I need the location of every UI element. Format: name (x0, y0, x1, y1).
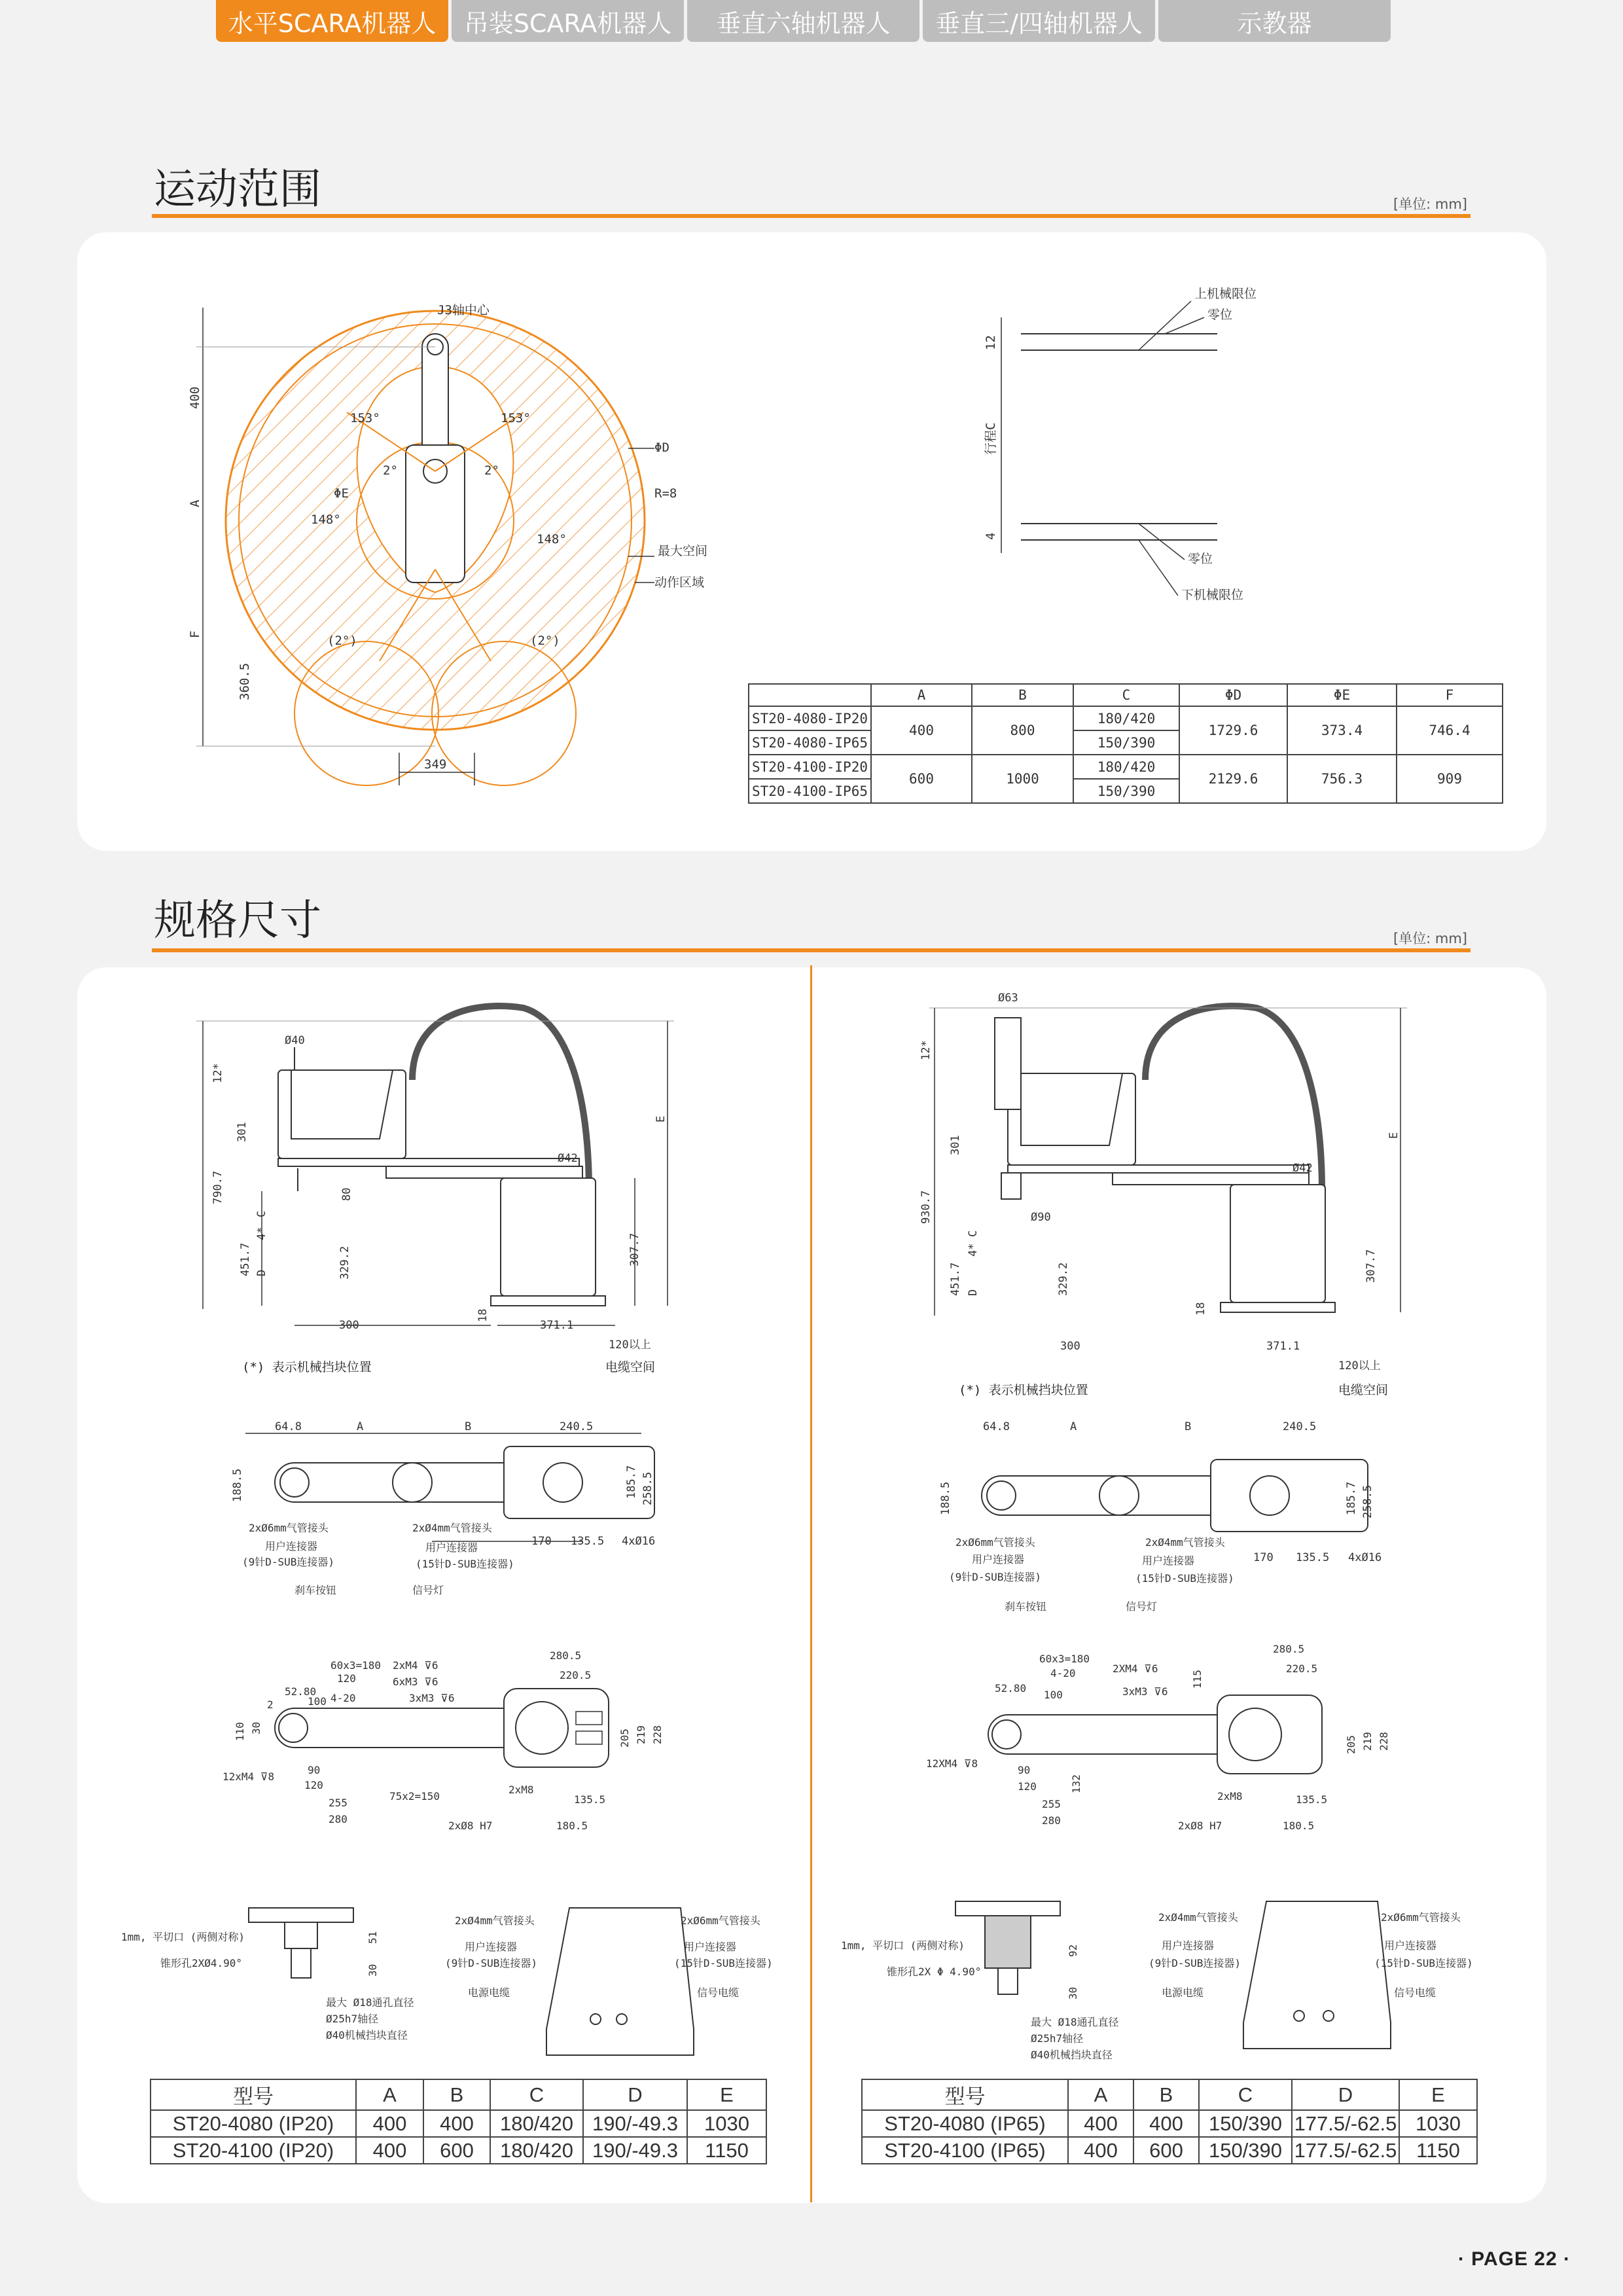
svg-text:B: B (465, 1420, 472, 1433)
svg-text:64.8: 64.8 (275, 1420, 302, 1433)
tab-ceiling-scara[interactable]: 吊装SCARA机器人 (452, 0, 684, 42)
svg-text:零位: 零位 (1188, 552, 1213, 566)
svg-text:300: 300 (339, 1319, 359, 1332)
svg-text:1mm, 平切口 (两侧对称): 1mm, 平切口 (两侧对称) (841, 1939, 965, 1952)
svg-text:240.5: 240.5 (1283, 1420, 1317, 1433)
svg-text:最大 Ø18通孔直径: 最大 Ø18通孔直径 (1031, 2016, 1119, 2028)
svg-text:349: 349 (424, 757, 447, 772)
stroke-diagram (975, 278, 1289, 619)
svg-text:280.5: 280.5 (550, 1649, 582, 1662)
spec-dimension-divider (152, 948, 1471, 952)
svg-text:371.1: 371.1 (1266, 1340, 1300, 1353)
svg-text:2xØ4mm气管接头: 2xØ4mm气管接头 (1145, 1536, 1225, 1549)
svg-text:100: 100 (1044, 1689, 1063, 1701)
svg-text:A: A (357, 1420, 364, 1433)
svg-text:307.7: 307.7 (1364, 1249, 1378, 1283)
svg-text:307.7: 307.7 (628, 1232, 641, 1266)
motion-area-label: 动作区域 (654, 575, 705, 590)
column-divider (810, 965, 812, 2202)
svg-text:F: F (188, 630, 202, 638)
svg-text:信号电缆: 信号电缆 (697, 1986, 740, 1999)
motion-range-unit: [单位: mm] (1393, 196, 1467, 212)
svg-text:用户连接器: 用户连接器 (1162, 1939, 1215, 1952)
svg-text:30: 30 (366, 1964, 379, 1977)
svg-text:115: 115 (1191, 1670, 1204, 1689)
table-row: ST20-4100-IP20 600 1000 180/420 2129.6 756.3 909 (749, 755, 1503, 779)
svg-text:100: 100 (308, 1695, 327, 1708)
spec-drawing-ip65 (831, 982, 1518, 2081)
tab-horizontal-scara[interactable]: 水平SCARA机器人 (216, 0, 448, 42)
svg-text:110: 110 (234, 1722, 246, 1741)
svg-text:用户连接器: 用户连接器 (1142, 1554, 1195, 1567)
svg-text:3xM3 ⊽6: 3xM3 ⊽6 (409, 1692, 455, 1704)
svg-text:18: 18 (1194, 1302, 1207, 1316)
svg-text:4xØ16: 4xØ16 (622, 1535, 656, 1548)
svg-text:329.2: 329.2 (1057, 1262, 1070, 1296)
svg-text:2°: 2° (383, 463, 398, 478)
spec-dimension-title: 规格尺寸 (154, 897, 321, 945)
svg-text:2xØ4mm气管接头: 2xØ4mm气管接头 (412, 1522, 492, 1534)
svg-text:120: 120 (337, 1672, 356, 1685)
svg-text:2xØ4mm气管接头: 2xØ4mm气管接头 (1158, 1911, 1238, 1924)
svg-text:132: 132 (1070, 1774, 1082, 1793)
model-table-ip65: 型号 A B C D E ST20-4080 (IP65) 400 400 150/390 177.5/-62.5 1030 ST20-4100 (IP65) 400 600 150/390 177.5/-62.5 1150 (861, 2079, 1478, 2164)
svg-text:51: 51 (366, 1931, 379, 1944)
svg-text:B: B (1185, 1420, 1192, 1433)
svg-text:4-20: 4-20 (330, 1692, 356, 1704)
svg-text:3xM3 ⊽6: 3xM3 ⊽6 (1122, 1685, 1168, 1698)
svg-text:185.7: 185.7 (1345, 1481, 1358, 1515)
svg-text:6xM3 ⊽6: 6xM3 ⊽6 (393, 1676, 438, 1688)
table-row: ST20-4100 (IP65) 400 600 150/390 177.5/-62.5 1150 (862, 2137, 1477, 2164)
svg-text:Ø40: Ø40 (285, 1034, 305, 1047)
svg-text:电缆空间: 电缆空间 (1338, 1383, 1389, 1397)
motion-range-table: A B C ΦD ΦE F ST20-4080-IP20 400 800 180/420 1729.6 373.4 746.4 ST20-4080-IP65 150/390 ST20-4100-IP20 600 1000 180/420 2129.6 756.3 909 ST20-4100-IP65 150/390 (748, 683, 1503, 804)
upper-limit-label: 上机械限位 (1194, 287, 1257, 301)
svg-text:2xØ6mm气管接头: 2xØ6mm气管接头 (249, 1522, 329, 1534)
svg-text:Ø25h7轴径: Ø25h7轴径 (326, 2013, 379, 2025)
j3-center-label: J3轴中心 (437, 303, 490, 317)
svg-text:电缆空间: 电缆空间 (605, 1360, 656, 1374)
svg-text:120以上: 120以上 (1338, 1359, 1381, 1372)
svg-text:(9针D-SUB连接器): (9针D-SUB连接器) (242, 1556, 335, 1568)
svg-text:228: 228 (1378, 1732, 1390, 1751)
svg-text:Ø25h7轴径: Ø25h7轴径 (1031, 2032, 1084, 2045)
svg-text:用户连接器: 用户连接器 (1384, 1939, 1437, 1952)
svg-text:用户连接器: 用户连接器 (684, 1941, 737, 1953)
svg-text:2xØ4mm气管接头: 2xØ4mm气管接头 (455, 1914, 535, 1927)
svg-text:371.1: 371.1 (540, 1319, 574, 1332)
svg-text:60x3=180: 60x3=180 (330, 1659, 382, 1672)
svg-text:Ø63: Ø63 (998, 992, 1018, 1005)
max-space-label: 最大空间 (658, 544, 708, 558)
svg-text:D: D (967, 1289, 980, 1296)
svg-text:52.80: 52.80 (995, 1682, 1027, 1695)
svg-text:92: 92 (1067, 1944, 1079, 1957)
svg-text:360.5: 360.5 (238, 662, 252, 700)
svg-text:188.5: 188.5 (231, 1468, 244, 1502)
svg-text:400: 400 (188, 386, 202, 409)
svg-text:255: 255 (329, 1797, 348, 1809)
svg-text:220.5: 220.5 (560, 1669, 592, 1681)
svg-text:1mm, 平切口 (两侧对称): 1mm, 平切口 (两侧对称) (121, 1931, 245, 1943)
top-view-ip65 (982, 1460, 1368, 1532)
svg-text:301: 301 (236, 1122, 249, 1142)
motion-range-divider (152, 214, 1471, 218)
svg-text:300: 300 (1060, 1340, 1080, 1353)
svg-text:(15针D-SUB连接器): (15针D-SUB连接器) (674, 1957, 773, 1969)
svg-text:12*: 12* (211, 1063, 224, 1083)
svg-text:153°: 153° (350, 411, 380, 425)
svg-text:451.7: 451.7 (949, 1262, 962, 1296)
svg-text:219: 219 (635, 1725, 647, 1744)
svg-text:188.5: 188.5 (939, 1481, 952, 1515)
svg-text:2xØ8 H7: 2xØ8 H7 (1178, 1820, 1222, 1832)
svg-text:4*: 4* (967, 1243, 980, 1257)
table-row: ST20-4100-IP65 150/390 (749, 779, 1503, 803)
shaft-detail-view (249, 1908, 694, 2055)
svg-text:用户连接器: 用户连接器 (265, 1540, 318, 1552)
svg-text:2xM4 ⊽6: 2xM4 ⊽6 (393, 1659, 438, 1672)
tab-six-axis[interactable]: 垂直六轴机器人 (687, 0, 919, 42)
svg-text:75x2=150: 75x2=150 (389, 1790, 440, 1803)
svg-text:18: 18 (476, 1308, 490, 1322)
svg-text:170: 170 (1253, 1551, 1274, 1564)
svg-text:(9针D-SUB连接器): (9针D-SUB连接器) (949, 1571, 1042, 1583)
svg-text:锥形孔2X Φ 4.90°: 锥形孔2X Φ 4.90° (887, 1965, 982, 1978)
table-row: ST20-4080-IP20 400 800 180/420 1729.6 373.4 746.4 (749, 706, 1503, 730)
svg-text:12xM4 ⊽8: 12xM4 ⊽8 (223, 1770, 275, 1783)
svg-text:170: 170 (531, 1535, 552, 1548)
svg-text:30: 30 (1067, 1986, 1079, 2000)
svg-text:329.2: 329.2 (338, 1246, 351, 1280)
svg-text:用户连接器: 用户连接器 (972, 1553, 1025, 1566)
svg-text:12: 12 (984, 335, 998, 350)
svg-text:12XM4 ⊽8: 12XM4 ⊽8 (926, 1757, 978, 1770)
svg-text:锥形孔2XØ4.90°: 锥形孔2XØ4.90° (160, 1957, 243, 1969)
svg-text:信号灯: 信号灯 (1126, 1600, 1158, 1613)
svg-text:A: A (1070, 1420, 1077, 1433)
svg-text:(9针D-SUB连接器): (9针D-SUB连接器) (445, 1957, 538, 1969)
svg-text:行程C: 行程C (984, 422, 998, 455)
svg-text:30: 30 (250, 1721, 262, 1734)
svg-text:2°: 2° (484, 463, 499, 478)
svg-text:(15针D-SUB连接器): (15针D-SUB连接器) (1135, 1572, 1234, 1585)
svg-text:255: 255 (1042, 1798, 1061, 1810)
svg-text:205: 205 (618, 1729, 631, 1748)
side-view-ip65 (929, 1006, 1407, 1316)
table-row: ST20-4080 (IP65) 400 400 150/390 177.5/-62.5 1030 (862, 2110, 1477, 2137)
svg-text:135.5: 135.5 (1296, 1551, 1330, 1564)
table-row: ST20-4100 (IP20) 400 600 180/420 190/-49.3 1150 (151, 2137, 766, 2164)
svg-text:(*) 表示机械挡块位置: (*) 表示机械挡块位置 (959, 1383, 1088, 1397)
spec-drawing-ip20 (118, 982, 798, 2081)
svg-text:80: 80 (340, 1187, 353, 1201)
svg-text:(*) 表示机械挡块位置: (*) 表示机械挡块位置 (242, 1360, 372, 1374)
svg-text:信号灯: 信号灯 (412, 1584, 444, 1596)
svg-text:最大 Ø18通孔直径: 最大 Ø18通孔直径 (326, 1996, 414, 2009)
svg-text:R=8: R=8 (654, 486, 677, 501)
svg-text:258.5: 258.5 (641, 1471, 654, 1505)
svg-text:205: 205 (1345, 1735, 1357, 1754)
svg-text:120: 120 (304, 1779, 323, 1791)
spec-dimension-unit: [单位: mm] (1393, 931, 1467, 946)
table-row: ST20-4080 (IP20) 400 400 180/420 190/-49.3 1030 (151, 2110, 766, 2137)
svg-text:2: 2 (267, 1698, 274, 1711)
svg-text:2xM8: 2xM8 (508, 1784, 534, 1796)
svg-text:258.5: 258.5 (1361, 1484, 1374, 1518)
svg-text:E: E (1387, 1132, 1400, 1139)
svg-text:用户连接器: 用户连接器 (425, 1541, 478, 1554)
svg-text:280: 280 (329, 1813, 348, 1825)
tab-teach-pendant[interactable]: 示教器 (1158, 0, 1391, 42)
table-row: ST20-4080-IP65 150/390 (749, 730, 1503, 755)
svg-text:Ø40机械挡块直径: Ø40机械挡块直径 (326, 2029, 408, 2041)
svg-text:用户连接器: 用户连接器 (465, 1941, 518, 1953)
page-number: · PAGE 22 · (1457, 2248, 1571, 2270)
svg-text:C: C (967, 1230, 980, 1237)
category-tabs (216, 0, 1391, 42)
svg-text:153°: 153° (501, 411, 531, 425)
svg-text:135.5: 135.5 (571, 1535, 605, 1548)
svg-text:280: 280 (1042, 1814, 1061, 1827)
svg-text:ΦE: ΦE (334, 486, 349, 501)
svg-text:Ø42: Ø42 (1293, 1162, 1313, 1175)
svg-text:930.7: 930.7 (919, 1190, 933, 1224)
svg-text:D: D (255, 1269, 268, 1276)
svg-text:90: 90 (308, 1764, 321, 1776)
workspace-diagram (183, 295, 740, 792)
svg-text:(2°): (2°) (530, 634, 560, 648)
svg-text:(9针D-SUB连接器): (9针D-SUB连接器) (1149, 1957, 1241, 1969)
svg-text:120: 120 (1018, 1780, 1037, 1793)
svg-text:90: 90 (1018, 1764, 1031, 1776)
model-table-ip20: 型号 A B C D E ST20-4080 (IP20) 400 400 180/420 190/-49.3 1030 ST20-4100 (IP20) 400 600 180/420 190/-49.3 1150 (150, 2079, 767, 2164)
svg-text:电源电缆: 电源电缆 (468, 1986, 510, 1999)
arm-detail-view-ip65 (988, 1695, 1322, 1774)
svg-text:12*: 12* (919, 1040, 933, 1060)
svg-text:2xØ8 H7: 2xØ8 H7 (448, 1820, 493, 1832)
svg-text:A: A (188, 499, 202, 507)
svg-text:零位: 零位 (1207, 308, 1233, 322)
svg-text:4*: 4* (255, 1227, 268, 1240)
svg-text:60x3=180: 60x3=180 (1039, 1653, 1090, 1665)
svg-text:301: 301 (949, 1135, 962, 1155)
svg-text:790.7: 790.7 (211, 1170, 224, 1204)
svg-text:电源电缆: 电源电缆 (1162, 1986, 1204, 1999)
svg-text:E: E (654, 1115, 668, 1122)
svg-text:2xM8: 2xM8 (1217, 1790, 1243, 1803)
svg-text:185.7: 185.7 (625, 1465, 638, 1499)
motion-range-title: 运动范围 (154, 166, 321, 214)
svg-text:240.5: 240.5 (560, 1420, 594, 1433)
svg-text:2xØ6mm气管接头: 2xØ6mm气管接头 (681, 1914, 760, 1927)
svg-text:220.5: 220.5 (1286, 1662, 1318, 1675)
svg-text:4: 4 (984, 532, 998, 540)
svg-text:(15针D-SUB连接器): (15针D-SUB连接器) (416, 1558, 514, 1570)
tab-three-four-axis[interactable]: 垂直三/四轴机器人 (923, 0, 1155, 42)
svg-text:刹车按钮: 刹车按钮 (1005, 1600, 1047, 1613)
svg-text:180.5: 180.5 (556, 1820, 588, 1832)
svg-text:451.7: 451.7 (239, 1242, 252, 1276)
svg-text:Ø40机械挡块直径: Ø40机械挡块直径 (1031, 2049, 1113, 2061)
svg-text:228: 228 (651, 1725, 664, 1744)
svg-text:219: 219 (1361, 1732, 1374, 1751)
svg-text:4xØ16: 4xØ16 (1348, 1551, 1382, 1564)
svg-text:Ø42: Ø42 (558, 1152, 578, 1165)
svg-text:148°: 148° (311, 512, 341, 527)
side-view (196, 1006, 674, 1325)
svg-text:135.5: 135.5 (1296, 1793, 1328, 1806)
svg-text:ΦD: ΦD (654, 440, 669, 455)
svg-text:2xØ6mm气管接头: 2xØ6mm气管接头 (1381, 1911, 1461, 1924)
svg-text:刹车按钮: 刹车按钮 (294, 1584, 337, 1596)
svg-text:C: C (255, 1210, 268, 1217)
svg-text:135.5: 135.5 (574, 1793, 606, 1806)
svg-text:Ø90: Ø90 (1031, 1211, 1051, 1224)
arm-base (406, 445, 465, 583)
svg-text:64.8: 64.8 (983, 1420, 1010, 1433)
svg-text:120以上: 120以上 (609, 1338, 651, 1352)
svg-text:(2°): (2°) (327, 634, 357, 648)
svg-text:2XM4 ⊽6: 2XM4 ⊽6 (1113, 1662, 1158, 1675)
svg-text:280.5: 280.5 (1273, 1643, 1305, 1655)
svg-text:(15针D-SUB连接器): (15针D-SUB连接器) (1374, 1957, 1473, 1969)
svg-text:2xØ6mm气管接头: 2xØ6mm气管接头 (955, 1536, 1035, 1549)
svg-text:信号电缆: 信号电缆 (1394, 1986, 1436, 1999)
svg-text:4-20: 4-20 (1050, 1667, 1076, 1679)
svg-text:52.80: 52.80 (285, 1685, 317, 1698)
svg-text:180.5: 180.5 (1283, 1820, 1315, 1832)
svg-text:148°: 148° (537, 532, 567, 547)
lower-limit-label: 下机械限位 (1181, 588, 1244, 602)
